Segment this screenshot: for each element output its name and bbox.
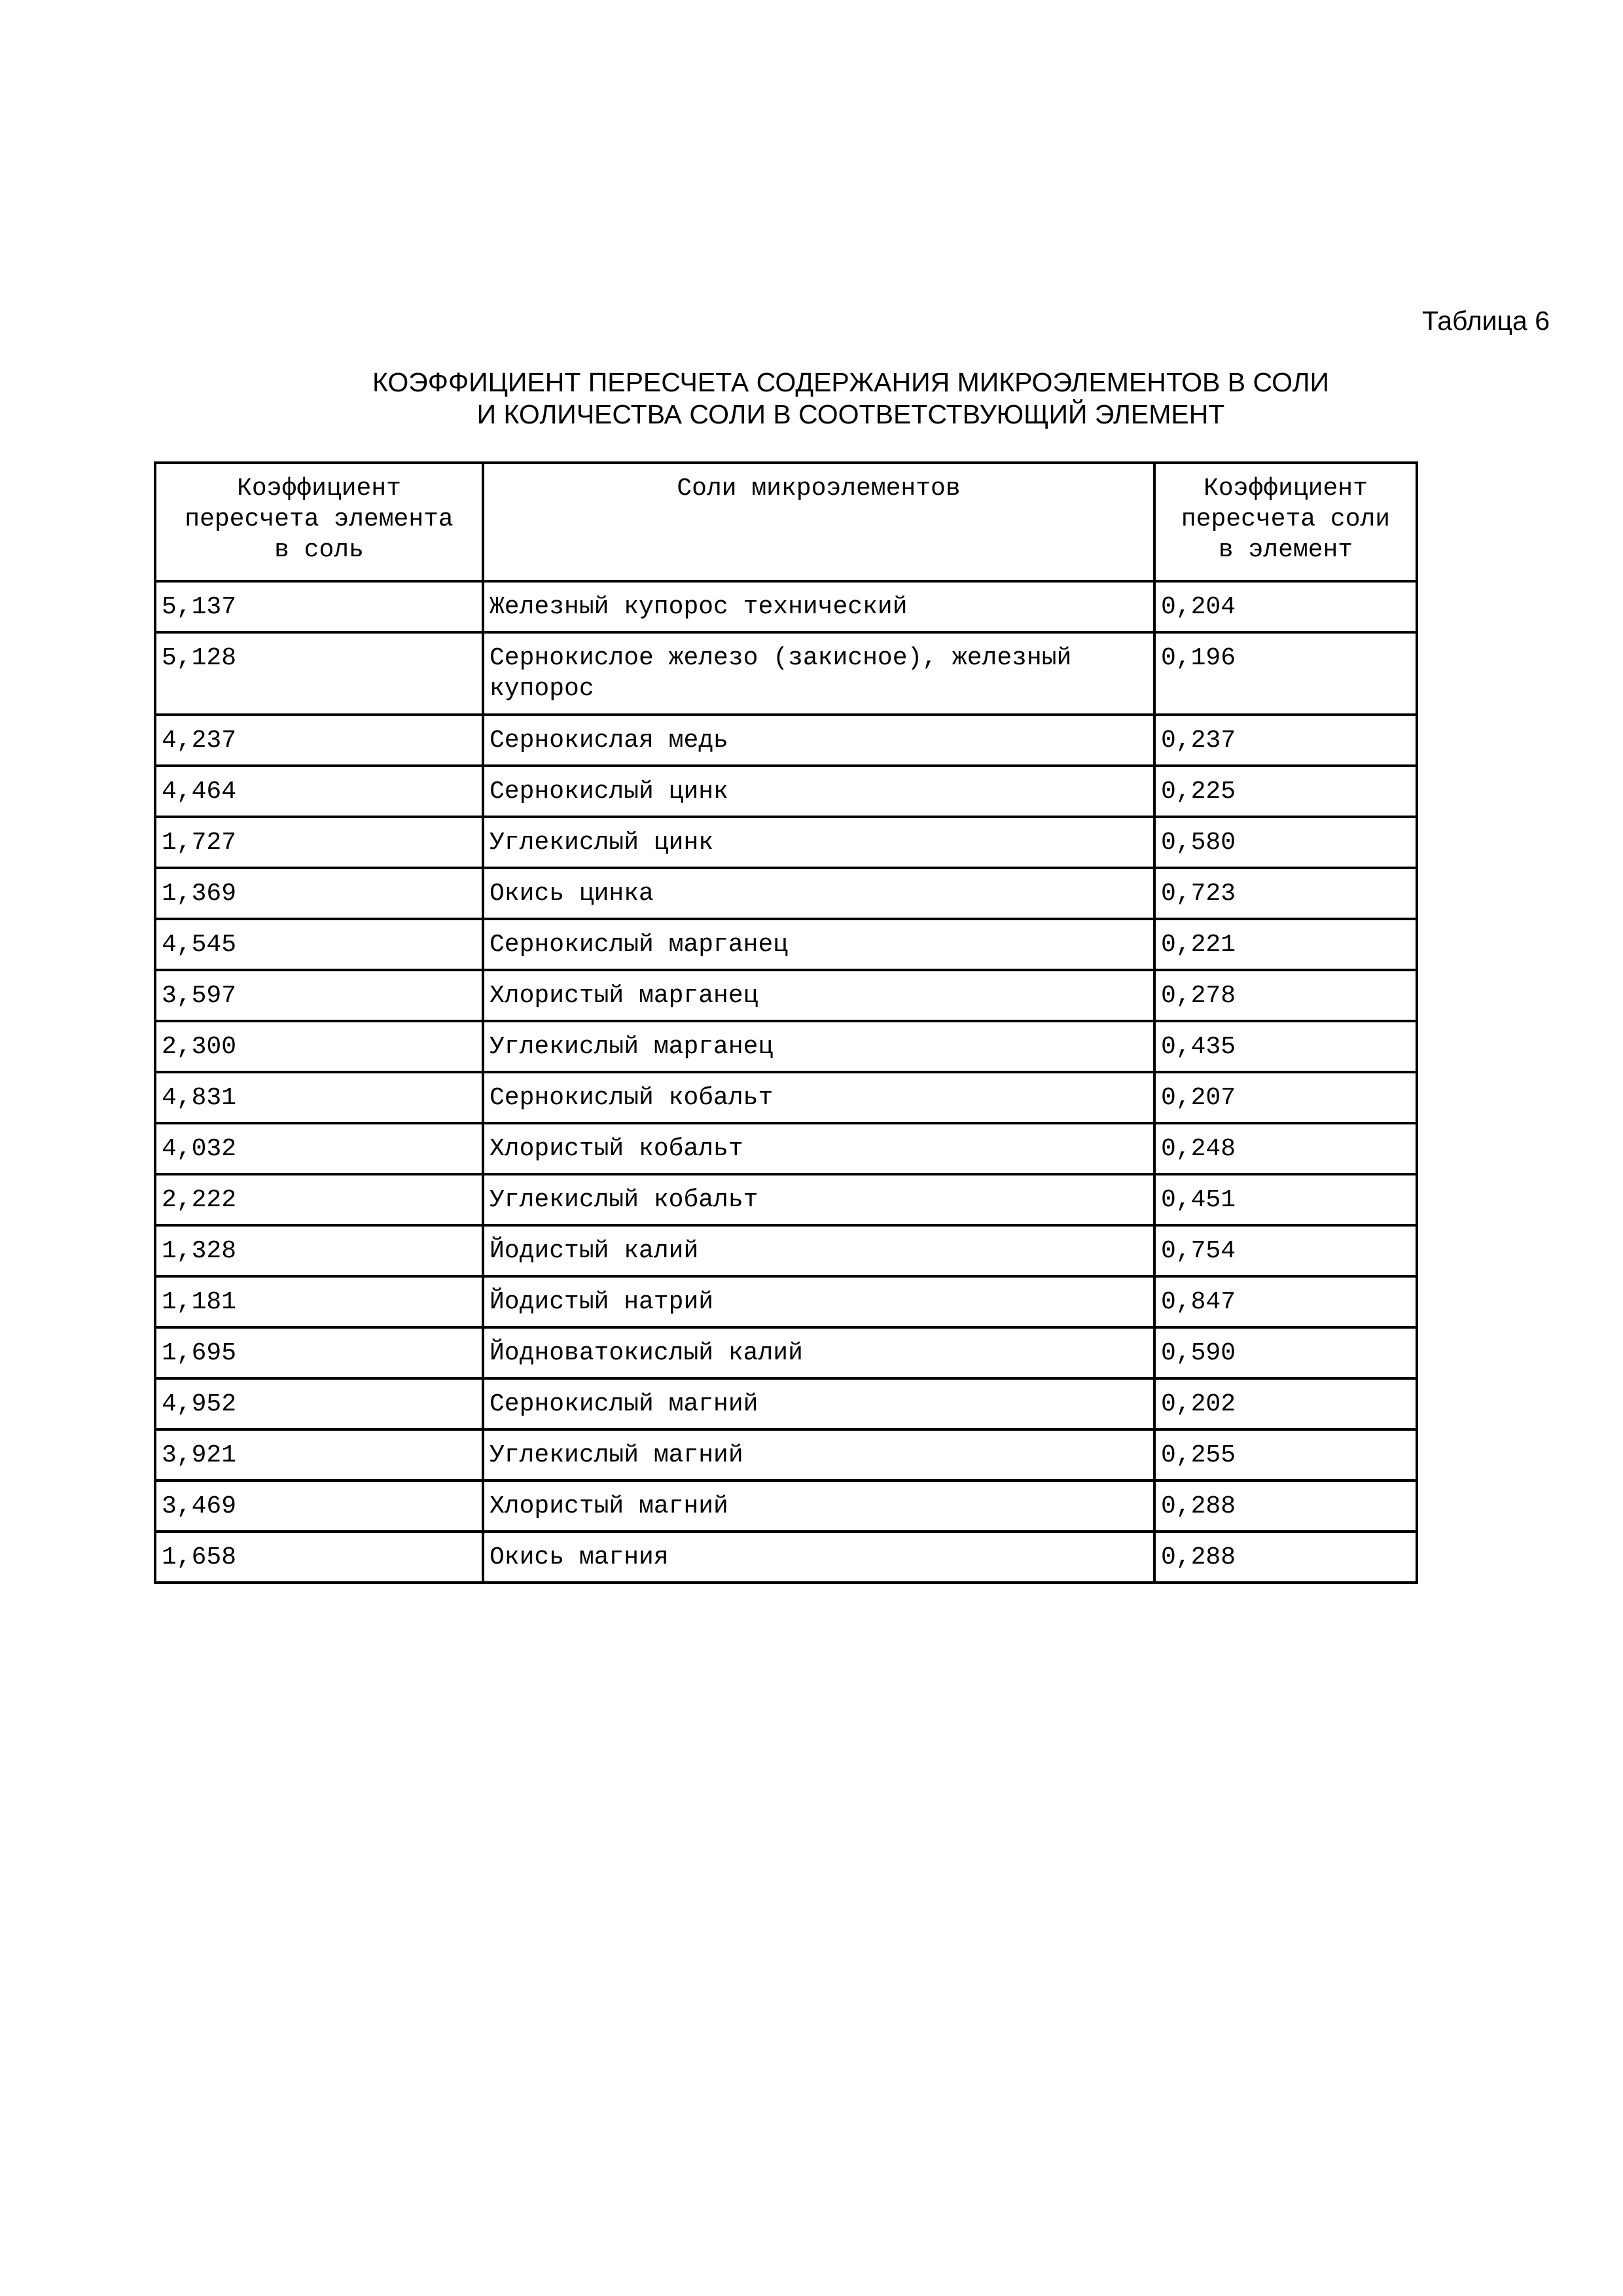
table-row	[155, 970, 1417, 1021]
cell-salt-name: Сернокислое железо (закисное), железный купорос	[483, 632, 1154, 715]
cell-salt-name: Углекислый марганец	[483, 1021, 1154, 1072]
cell-salt-name: Сернокислый цинк	[483, 766, 1154, 817]
cell-coef-to-element: 0,580	[1154, 817, 1417, 868]
cell-coef-to-element: 0,590	[1154, 1327, 1417, 1378]
cell-coef-to-salt: 4,032	[155, 1123, 483, 1174]
cell-salt-name: Сернокислый марганец	[483, 919, 1154, 970]
cell-salt-name: Углекислый кобальт	[483, 1174, 1154, 1225]
table-row	[155, 632, 1417, 715]
cell-coef-to-element: 0,288	[1154, 1532, 1417, 1583]
cell-coef-to-salt: 4,545	[155, 919, 483, 970]
cell-coef-to-element: 0,225	[1154, 766, 1417, 817]
cell-salt-name: Сернокислый магний	[483, 1378, 1154, 1429]
table-row	[155, 1378, 1417, 1429]
cell-coef-to-element: 0,847	[1154, 1276, 1417, 1327]
table-row	[155, 868, 1417, 919]
cell-coef-to-salt: 4,952	[155, 1378, 483, 1429]
table-row	[155, 581, 1417, 632]
cell-coef-to-element: 0,248	[1154, 1123, 1417, 1174]
table-row	[155, 766, 1417, 817]
table-row	[155, 1532, 1417, 1583]
cell-salt-name: Йодистый натрий	[483, 1276, 1154, 1327]
cell-coef-to-element: 0,196	[1154, 632, 1417, 715]
cell-coef-to-element: 0,288	[1154, 1480, 1417, 1532]
table-row	[155, 817, 1417, 868]
cell-coef-to-salt: 3,469	[155, 1480, 483, 1532]
cell-coef-to-salt: 5,137	[155, 581, 483, 632]
table-title	[131, 367, 1571, 431]
cell-coef-to-salt: 5,128	[155, 632, 483, 715]
header-coef-to-element-line-3: в элемент	[1218, 536, 1353, 564]
cell-coef-to-element: 0,435	[1154, 1021, 1417, 1072]
cell-coef-to-salt: 1,181	[155, 1276, 483, 1327]
table-row	[155, 1480, 1417, 1532]
cell-salt-name: Железный купорос технический	[483, 581, 1154, 632]
cell-salt-name: Углекислый цинк	[483, 817, 1154, 868]
table-row	[155, 1072, 1417, 1123]
cell-coef-to-element: 0,221	[1154, 919, 1417, 970]
header-coef-to-salt-line-1: Коэффициент	[237, 475, 401, 503]
table-title-line-1: КОЭФФИЦИЕНТ ПЕРЕСЧЕТА СОДЕРЖАНИЯ МИКРОЭЛЕМЕНТОВ В СОЛИ	[372, 367, 1329, 397]
table-number-label: Таблица 6	[1422, 306, 1550, 336]
header-coef-to-element-line-2: пересчета соли	[1181, 505, 1391, 533]
conversion-coefficients-table	[154, 461, 1418, 1584]
cell-coef-to-element: 0,754	[1154, 1225, 1417, 1276]
table-body	[155, 581, 1417, 1583]
cell-salt-name: Сернокислый кобальт	[483, 1072, 1154, 1123]
cell-salt-name: Хлористый марганец	[483, 970, 1154, 1021]
table-title-line-2: И КОЛИЧЕСТВА СОЛИ В СООТВЕТСТВУЮЩИЙ ЭЛЕМЕНТ	[476, 399, 1225, 429]
header-coef-to-salt	[155, 463, 483, 581]
header-salts	[483, 463, 1154, 581]
cell-salt-name: Йодистый калий	[483, 1225, 1154, 1276]
cell-coef-to-element: 0,451	[1154, 1174, 1417, 1225]
cell-coef-to-salt: 1,369	[155, 868, 483, 919]
cell-salt-name: Хлористый магний	[483, 1480, 1154, 1532]
cell-salt-name: Углекислый магний	[483, 1429, 1154, 1480]
cell-coef-to-element: 0,278	[1154, 970, 1417, 1021]
cell-salt-name: Окись магния	[483, 1532, 1154, 1583]
table-row	[155, 1276, 1417, 1327]
cell-coef-to-salt: 3,597	[155, 970, 483, 1021]
cell-coef-to-salt: 4,464	[155, 766, 483, 817]
cell-salt-name: Сернокислая медь	[483, 715, 1154, 766]
header-salts-line-1: Соли микроэлементов	[677, 475, 961, 503]
cell-coef-to-salt: 2,300	[155, 1021, 483, 1072]
table-row	[155, 1225, 1417, 1276]
table-row	[155, 715, 1417, 766]
cell-coef-to-element: 0,202	[1154, 1378, 1417, 1429]
header-coef-to-element	[1154, 463, 1417, 581]
table-header	[155, 463, 1417, 581]
cell-coef-to-salt: 4,831	[155, 1072, 483, 1123]
header-row	[155, 463, 1417, 581]
table-row	[155, 1327, 1417, 1378]
cell-coef-to-element: 0,237	[1154, 715, 1417, 766]
header-coef-to-salt-line-3: в соль	[274, 536, 364, 564]
header-coef-to-salt-line-2: пересчета элемента	[185, 505, 454, 533]
cell-coef-to-salt: 3,921	[155, 1429, 483, 1480]
cell-coef-to-salt: 1,727	[155, 817, 483, 868]
cell-coef-to-salt: 4,237	[155, 715, 483, 766]
table-row	[155, 1021, 1417, 1072]
cell-coef-to-element: 0,207	[1154, 1072, 1417, 1123]
table-row	[155, 1174, 1417, 1225]
cell-coef-to-element: 0,255	[1154, 1429, 1417, 1480]
cell-coef-to-salt: 1,658	[155, 1532, 483, 1583]
table-row	[155, 919, 1417, 970]
cell-coef-to-element: 0,204	[1154, 581, 1417, 632]
table-row	[155, 1123, 1417, 1174]
cell-salt-name: Хлористый кобальт	[483, 1123, 1154, 1174]
cell-coef-to-salt: 1,328	[155, 1225, 483, 1276]
cell-salt-name: Йодноватокислый калий	[483, 1327, 1154, 1378]
cell-coef-to-element: 0,723	[1154, 868, 1417, 919]
table-row	[155, 1429, 1417, 1480]
cell-coef-to-salt: 2,222	[155, 1174, 483, 1225]
cell-salt-name: Окись цинка	[483, 868, 1154, 919]
header-coef-to-element-line-1: Коэффициент	[1204, 475, 1368, 503]
cell-coef-to-salt: 1,695	[155, 1327, 483, 1378]
